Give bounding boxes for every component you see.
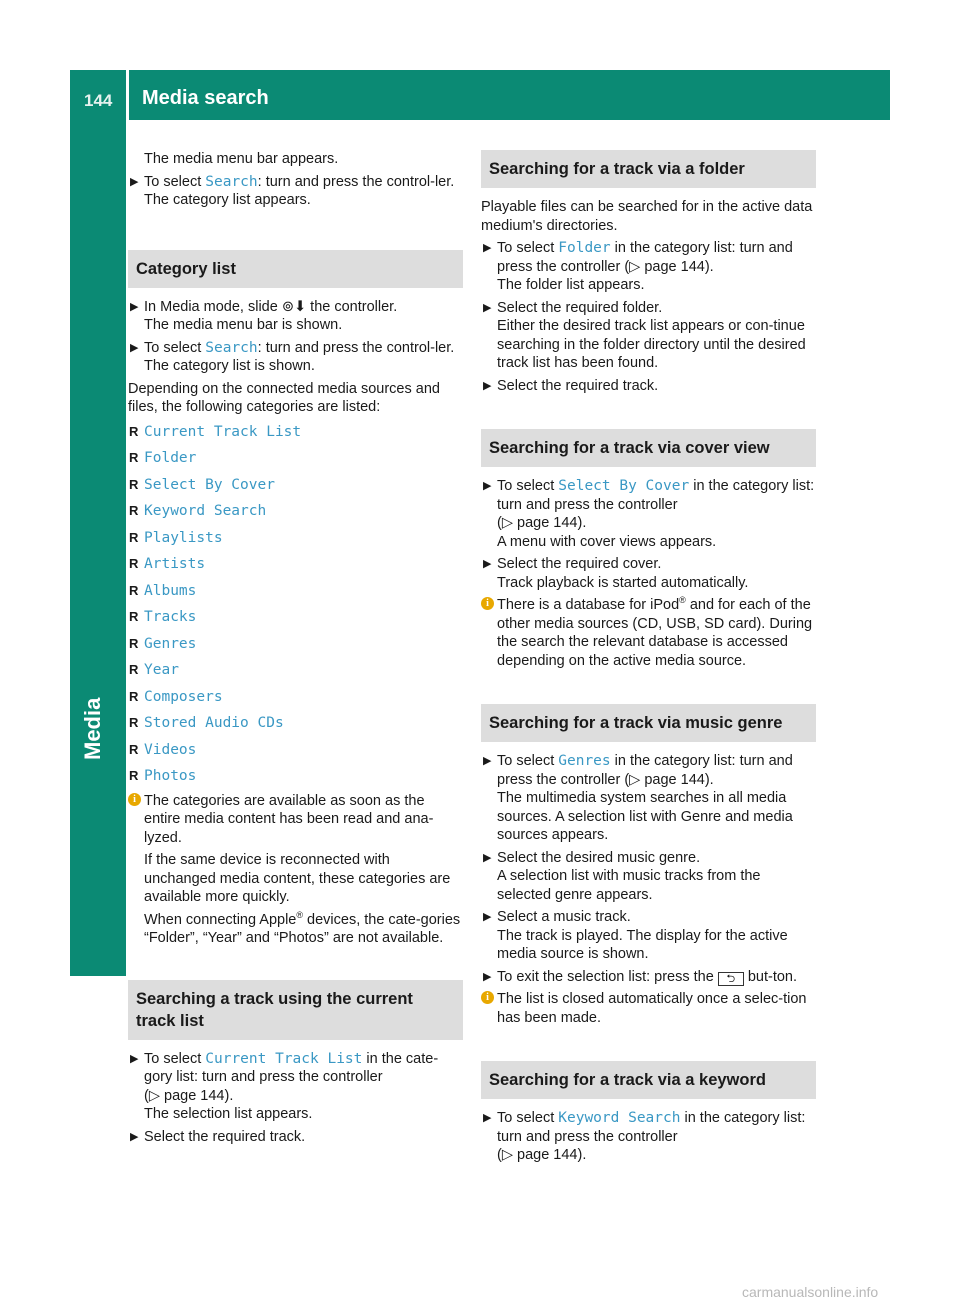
category-name: Photos: [144, 768, 197, 784]
step-text: To select: [144, 339, 206, 356]
right-column: [481, 150, 816, 1169]
step: [481, 908, 816, 964]
intro-text: The media menu bar appears.: [144, 151, 339, 167]
info-text: [497, 596, 816, 670]
step-result: A menu with cover views appears.: [497, 533, 717, 550]
step-result: The selection list appears.: [144, 1106, 313, 1122]
menu-item-search: Search: [205, 339, 258, 356]
step-result: Track playback is started automatically.: [497, 574, 749, 591]
step-text: the controller.: [306, 298, 398, 315]
category-name: Videos: [144, 741, 197, 758]
chapter-sidebar: [70, 120, 126, 976]
r-bullet: R: [129, 450, 139, 465]
category-name: Albums: [144, 582, 197, 599]
arrow-right-icon: ▶: [130, 300, 139, 313]
list-item: [128, 659, 463, 682]
info-note: [128, 792, 463, 948]
step-text: Select the required track.: [497, 377, 659, 394]
arrow-right-icon: ▶: [483, 851, 492, 864]
list-item: [128, 580, 463, 603]
r-bullet: R: [129, 688, 139, 704]
r-bullet: R: [129, 423, 139, 439]
chapter-label: Media: [80, 697, 105, 760]
list-item: [128, 447, 463, 470]
arrow-right-icon: ▶: [130, 175, 139, 188]
list-item: [128, 500, 463, 523]
step-text: Select the desired music genre.: [497, 849, 701, 866]
r-bullet: R: [129, 662, 139, 677]
menu-item-genres: Genres: [558, 753, 611, 769]
step-text: in the cate-gory list: turn and press the controller: [144, 1050, 439, 1085]
r-bullet: R: [129, 503, 139, 518]
r-bullet: R: [129, 556, 139, 571]
step-text: To select: [144, 1050, 206, 1067]
step-result: Either the desired track list appears or con-tinue searching in the folder directory until the desired track list has been found.: [497, 318, 806, 371]
paragraph: Playable files can be searched for in the active data medium's directories.: [481, 199, 813, 234]
step-text: To select: [497, 1110, 559, 1126]
step-text: To select: [497, 240, 559, 256]
r-bullet: R: [129, 609, 139, 624]
page-title: Media search: [142, 87, 269, 109]
step-text: Select the required cover.: [497, 556, 662, 572]
info-text-part: devices, the cate-gories “Folder”, “Year” and “Photos” are not available.: [144, 911, 461, 946]
section-heading: Searching for a track via music genre: [481, 704, 816, 742]
category-name: Artists: [144, 556, 206, 572]
step: [128, 339, 463, 376]
info-text-part: and for each of the other media sources (CD, USB, SD card). During the search the relevant database is accessed depending on the active media source.: [497, 597, 813, 669]
step-text: Select a music track.: [497, 909, 631, 925]
step-text: in the category list: turn and press the controller: [497, 1110, 806, 1145]
page-reference: (▷ page 144).: [497, 1147, 587, 1163]
info-text: The list is closed automatically once a selec-tion has been made.: [497, 991, 807, 1026]
menu-item-select-by-cover: Select By Cover: [558, 478, 690, 494]
arrow-right-icon: ▶: [483, 301, 492, 314]
list-item: [128, 474, 463, 497]
page-number: 144: [84, 91, 113, 110]
registered-mark: ®: [679, 595, 686, 606]
step: [481, 555, 816, 592]
step: [481, 849, 816, 905]
category-name: Genres: [144, 635, 197, 652]
step-text: Select the required folder.: [497, 299, 663, 316]
step-text: : turn and press the control-ler.: [257, 173, 455, 190]
step-text: in the category list: turn and press the controller (▷ page 144).: [497, 240, 793, 275]
step-text: : turn and press the control-ler.: [257, 339, 455, 356]
category-name: Tracks: [144, 609, 197, 625]
left-column: [128, 150, 463, 1150]
section-heading: Category list: [128, 250, 463, 288]
info-text: If the same device is reconnected with unchanged media content, these categories are available more quickly.: [144, 852, 451, 905]
category-list: [128, 421, 463, 788]
step: [481, 752, 816, 845]
arrow-right-icon: ▶: [483, 558, 492, 570]
step-text: In Media mode, slide: [144, 298, 282, 315]
step-result: A selection list with music tracks from the selected genre appears.: [497, 868, 761, 903]
registered-mark: ®: [296, 909, 303, 920]
page-reference: (▷ page 144).: [497, 515, 587, 531]
category-name: Folder: [144, 450, 197, 466]
info-icon: i: [128, 793, 141, 806]
watermark: carmanualsonline.info: [742, 1284, 879, 1300]
step: [481, 239, 816, 295]
arrow-right-icon: ▶: [483, 911, 492, 923]
arrow-right-icon: ▶: [483, 1112, 492, 1124]
section-heading: Searching for a track via a folder: [481, 150, 816, 188]
info-icon: i: [481, 597, 494, 610]
list-item: [128, 606, 463, 629]
category-name: Playlists: [144, 529, 223, 546]
list-item: [128, 686, 463, 709]
paragraph: Depending on the connected media sources and files, the following categories are listed:: [128, 380, 440, 415]
step: [481, 377, 816, 396]
arrow-right-icon: ▶: [483, 970, 492, 983]
info-note: [481, 990, 816, 1027]
step-result: The category list is shown.: [144, 358, 315, 374]
info-icon: i: [481, 991, 494, 1004]
step-result: The track is played. The display for the active media source is shown.: [497, 927, 788, 962]
step-text: Select the required track.: [144, 1128, 306, 1145]
step-text: To select: [497, 753, 559, 769]
info-text: [144, 911, 463, 948]
info-note: [481, 596, 816, 670]
step: [128, 298, 463, 335]
menu-item-keyword-search: Keyword Search: [558, 1110, 681, 1126]
category-name: Keyword Search: [144, 503, 267, 519]
arrow-right-icon: ▶: [130, 1052, 139, 1065]
step: [481, 968, 816, 987]
r-bullet: R: [129, 635, 139, 651]
step: [481, 299, 816, 373]
arrow-right-icon: ▶: [483, 242, 492, 254]
info-text: The categories are available as soon as the entire media content has been read and ana-lyzed.: [144, 792, 434, 846]
arrow-right-icon: ▶: [483, 480, 492, 492]
list-item: [128, 712, 463, 735]
step: [481, 1109, 816, 1165]
r-bullet: R: [129, 582, 139, 598]
list-item: [128, 553, 463, 576]
controller-slide-icon: ⊚⬇: [281, 298, 307, 315]
step-text: in the category list: turn and press the controller (▷ page 144).: [497, 753, 793, 788]
page-header: [70, 70, 890, 120]
menu-item-search: Search: [205, 173, 258, 190]
menu-item-current-track-list: Current Track List: [205, 1050, 363, 1067]
r-bullet: R: [129, 715, 139, 730]
r-bullet: R: [129, 476, 139, 492]
step-result: The folder list appears.: [497, 277, 645, 293]
step: [481, 477, 816, 551]
header-divider: [126, 70, 129, 120]
intro-step: [128, 173, 463, 210]
list-item: [128, 739, 463, 762]
arrow-right-icon: ▶: [483, 755, 492, 767]
list-item: [128, 421, 463, 444]
section-heading: Searching for a track via cover view: [481, 429, 816, 467]
category-name: Stored Audio CDs: [144, 715, 284, 731]
category-name: Year: [144, 662, 179, 678]
info-text-part: When connecting Apple: [144, 911, 297, 928]
step: [128, 1050, 463, 1124]
page-reference: (▷ page 144).: [144, 1087, 234, 1104]
menu-item-folder: Folder: [558, 240, 611, 256]
section-heading: Searching for a track via a keyword: [481, 1061, 816, 1099]
category-name: Current Track List: [144, 423, 302, 440]
category-name: Select By Cover: [144, 476, 275, 493]
category-name: Composers: [144, 688, 223, 705]
back-button-icon: ⮌: [718, 972, 744, 986]
r-bullet: R: [129, 741, 139, 757]
step-text: in the category list: turn and press the controller: [497, 478, 815, 513]
step-result: The category list appears.: [144, 192, 311, 208]
list-item: [128, 633, 463, 656]
arrow-right-icon: ▶: [483, 379, 492, 392]
arrow-right-icon: ▶: [130, 1130, 139, 1143]
step-result: The media menu bar is shown.: [144, 317, 343, 333]
list-item: [128, 527, 463, 550]
arrow-right-icon: ▶: [130, 341, 139, 354]
step: [128, 1128, 463, 1147]
step-text: but-ton.: [743, 968, 798, 985]
list-item: [128, 765, 463, 788]
r-bullet: R: [129, 529, 139, 545]
info-text-part: There is a database for iPod: [497, 597, 680, 613]
step-result: The multimedia system searches in all media sources. A selection list with Genre and media sources appears.: [497, 790, 793, 843]
section-heading: Searching a track using the current track list: [128, 980, 463, 1040]
step-text: To select: [497, 478, 559, 494]
r-bullet: R: [129, 768, 139, 783]
step-text: To select: [144, 173, 206, 190]
step-text: To exit the selection list: press the: [497, 968, 718, 985]
